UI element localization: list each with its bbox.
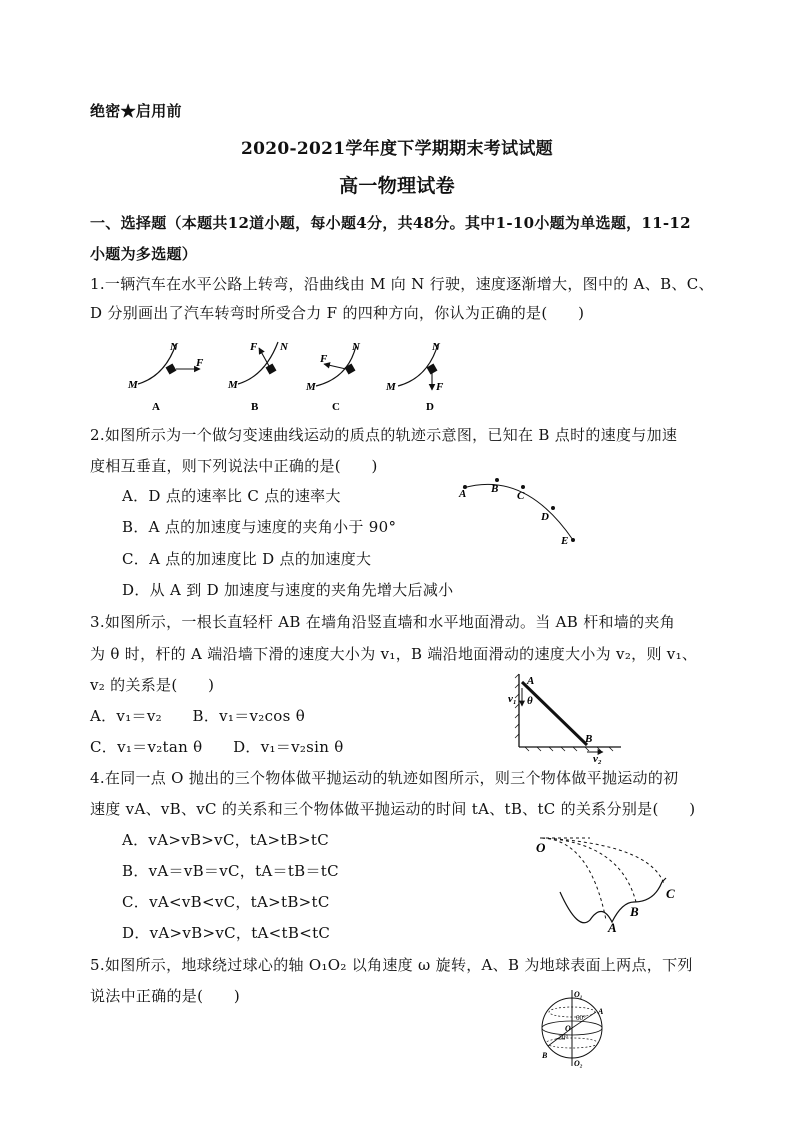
q1-text-line2: D 分别画出了汽车转弯时所受合力 F 的四种方向，你认为正确的是( ) (90, 304, 585, 322)
q5-text-line1: 5.如图所示，地球绕过球心的轴 O₁O₂ 以角速度 ω 旋转，A、B 为地球表面上两点，下列 (90, 956, 693, 974)
q1-option-c-diagram (305, 341, 361, 413)
q3-label-a: A (527, 675, 535, 687)
q1-c-f-label: F (320, 353, 328, 365)
q1-caption-b: B (251, 401, 259, 413)
q1-a-m-label: M (128, 379, 138, 391)
q2-option-a: A．D 点的速率比 C 点的速率大 (122, 487, 341, 505)
q1-text-line1: 1.一辆汽车在水平公路上转弯，沿曲线由 M 向 N 行驶，速度逐渐增大，图中的 A、B、C、 (90, 275, 714, 293)
q2-point-e: E (561, 535, 569, 547)
q2-text-line2: 度相互垂直，则下列说法中正确的是( ) (90, 457, 378, 475)
q3-label-v2: v₂ (593, 753, 602, 764)
q4-text-line2: 速度 vA、vB、vC 的关系和三个物体做平抛运动的时间 tA、tB、tC 的关系分别是( ) (90, 800, 696, 818)
section-heading-line2: 小题为多选题） (90, 245, 198, 263)
q5-earth-figure (532, 988, 622, 1068)
q1-d-n-label: N (432, 341, 440, 353)
q2-option-d: D．从 A 到 D 加速度与速度的夹角先增大后减小 (122, 581, 454, 599)
q3-text-line1: 3.如图所示，一根长直轻杆 AB 在墙角沿竖直墙和水平地面滑动。当 AB 杆和墙的夹角 (90, 613, 675, 631)
q5-label-a: A (598, 1007, 604, 1016)
q5-label-60deg: 60° (576, 1014, 586, 1022)
q3-label-theta: θ (527, 695, 533, 707)
q1-a-f-label: F (196, 357, 204, 369)
section-heading-line1: 一、选择题（本题共12道小题，每小题4分，共48分。其中1-10小题为单选题，11-12 (90, 214, 691, 232)
q4-text-line1: 4.在同一点 O 抛出的三个物体做平抛运动的轨迹如图所示，则三个物体做平抛运动的初 (90, 769, 679, 787)
q5-label-o: O (565, 1024, 571, 1033)
q5-label-o1: O₁ (574, 990, 583, 999)
q3-ladder-figure (505, 672, 625, 764)
q1-option-a-diagram (127, 341, 204, 413)
q5-label-b: B (542, 1051, 548, 1060)
q5-label-neg30deg: -30° (556, 1034, 569, 1042)
q1-caption-c: C (332, 401, 340, 413)
q2-option-c: C．A 点的加速度比 D 点的加速度大 (122, 550, 372, 568)
q1-option-d-diagram (385, 341, 444, 413)
q1-caption-d: D (426, 401, 434, 413)
q2-point-d: D (541, 511, 549, 523)
q2-option-b: B．A 点的加速度与速度的夹角小于 90° (122, 518, 397, 536)
q2-point-a: A (459, 488, 467, 500)
q4-label-c: C (666, 886, 675, 901)
q1-d-m-label: M (386, 381, 396, 393)
q3-text-line2: 为 θ 时，杆的 A 端沿墙下滑的速度大小为 v₁，B 端沿地面滑动的速度大小为 v₂，则 v₁、 (90, 645, 698, 663)
q4-option-d: D．vA>vB>vC，tA<tB<tC (122, 924, 331, 942)
q4-label-a: A (608, 920, 617, 935)
exam-title: 2020-2021学年度下学期期末考试试题 (241, 139, 553, 159)
q4-option-c: C．vA<vB<vC，tA>tB>tC (122, 893, 330, 911)
q4-option-a: A．vA>vB>vC，tA>tB>tC (122, 831, 329, 849)
q3-label-b: B (585, 733, 593, 745)
q2-point-b: B (491, 483, 499, 495)
q3-text-line3: v₂ 的关系是( ) (90, 676, 215, 694)
q1-figure (120, 336, 460, 416)
q3-options-row2: C．v₁＝v₂tan θ D．v₁＝v₂sin θ (90, 738, 344, 756)
exam-subtitle: 高一物理试卷 (339, 175, 455, 197)
q1-b-n-label: N (280, 341, 288, 353)
q1-d-f-label: F (436, 381, 444, 393)
q4-label-b: B (630, 904, 639, 919)
q3-label-v1: v₁ (508, 693, 517, 705)
q1-option-b-diagram (227, 341, 289, 413)
q5-label-o2: O₂ (574, 1059, 583, 1068)
q1-b-m-label: M (228, 379, 238, 391)
q1-c-m-label: M (306, 381, 316, 393)
q1-b-f-label: F (250, 341, 258, 353)
q1-a-n-label: N (170, 341, 178, 353)
q2-trajectory-figure (455, 470, 595, 550)
q2-point-c: C (517, 490, 525, 502)
q4-projectile-figure (530, 832, 690, 936)
q1-caption-a: A (152, 401, 160, 413)
confidential-mark: 绝密★启用前 (90, 102, 182, 120)
q3-options-row1: A．v₁＝v₂ B．v₁＝v₂cos θ (90, 707, 306, 725)
q1-c-n-label: N (352, 341, 360, 353)
q2-text-line1: 2.如图所示为一个做匀变速曲线运动的质点的轨迹示意图，已知在 B 点时的速度与加速 (90, 426, 678, 444)
q4-label-o: O (536, 840, 546, 855)
q5-text-line2: 说法中正确的是( ) (90, 987, 241, 1005)
q4-option-b: B．vA＝vB＝vC，tA＝tB＝tC (122, 862, 339, 880)
